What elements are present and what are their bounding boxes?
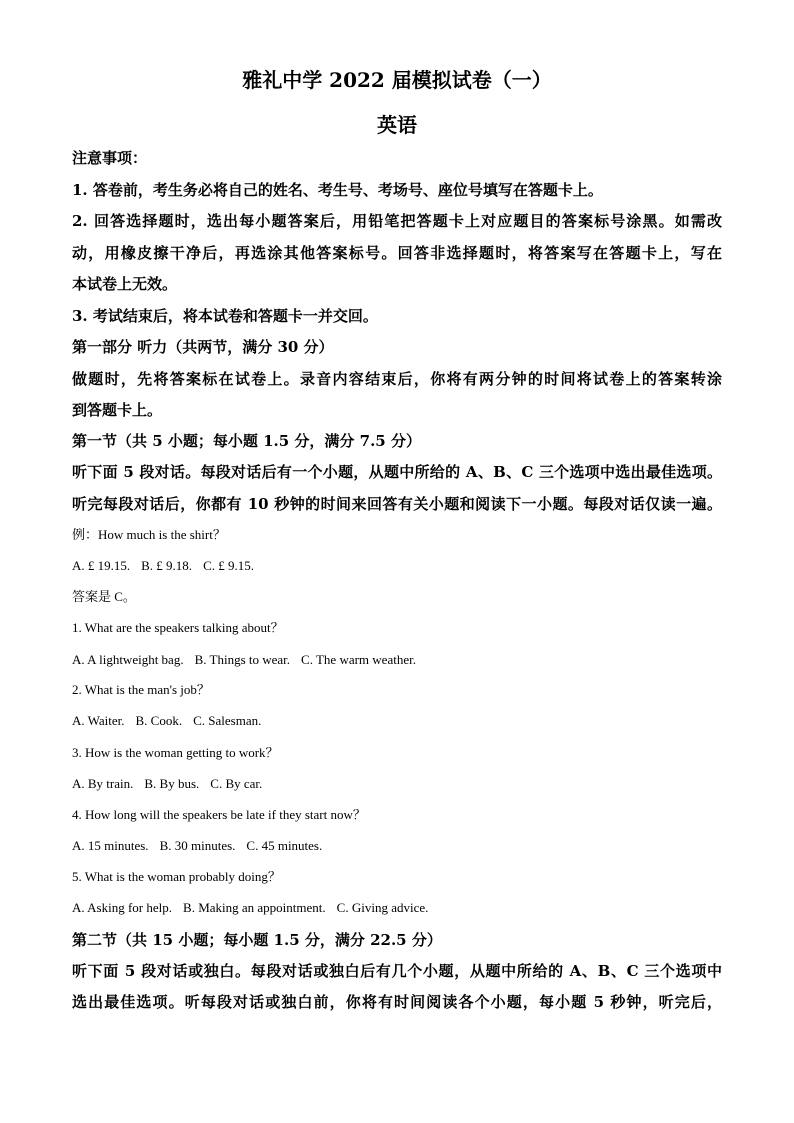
question-1-option-c: C. The warm weather. — [301, 652, 416, 667]
part1-instructions-line-1: 做题时，先将答案标在试卷上。录音内容结束后，你将有两分钟的时间将试卷上的答案转涂 — [72, 370, 722, 388]
section2-instructions-line-2: 选出最佳选项。听每段对话或独白前，你将有时间阅读各个小题，每小题 5 秒钟，听完后， — [72, 993, 722, 1011]
question-4-option-b: B. 30 minutes. — [159, 838, 236, 853]
question-5-options — [72, 898, 428, 918]
question-5-option-a: A. Asking for help. — [72, 900, 173, 915]
question-2-option-a: A. Waiter. — [72, 713, 125, 728]
section2-instructions-line-1: 听下面 5 段对话或独白。每段对话或独白后有几个小题，从题中所给的 A、B、C 三个选项中 — [72, 962, 722, 980]
question-4-option-c: C. 45 minutes. — [246, 838, 323, 853]
question-4-option-a: A. 15 minutes. — [72, 838, 149, 853]
section1-instructions-line-1: 听下面 5 段对话。每段对话后有一个小题，从题中所给的 A、B、C 三个选项中选出最佳选项。 — [72, 463, 722, 481]
question-3: 3. How is the woman getting to work？ — [72, 745, 279, 760]
section1-heading: 第一节（共 5 小题；每小题 1.5 分，满分 7.5 分） — [72, 432, 421, 450]
question-2-option-c: C. Salesman. — [193, 713, 262, 728]
example-option-c: C. £ 9.15. — [203, 558, 254, 573]
question-2-options — [72, 711, 261, 731]
question-3-option-b: B. By bus. — [144, 776, 200, 791]
section1-instructions-line-2: 听完每段对话后，你都有 10 秒钟的时间来回答有关小题和阅读下一小题。每段对话仅读一遍。 — [72, 495, 722, 513]
example-option-b: B. £ 9.18. — [141, 558, 193, 573]
notice-item-3: 3. 考试结束后，将本试卷和答题卡一并交回。 — [72, 307, 378, 325]
question-1-option-b: B. Things to wear. — [194, 652, 291, 667]
question-3-options — [72, 774, 262, 794]
example-question: 例：How much is the shirt？ — [72, 527, 226, 542]
notice-item-1: 1. 答卷前，考生务必将自己的姓名、考生号、考场号、座位号填写在答题卡上。 — [72, 181, 603, 199]
example-option-a: A. £ 19.15. — [72, 558, 131, 573]
question-4-options — [72, 836, 322, 856]
part1-heading: 第一部分 听力（共两节，满分 30 分） — [72, 338, 334, 356]
example-answer: 答案是 C。 — [72, 589, 136, 604]
question-2: 2. What is the man's job？ — [72, 682, 210, 697]
example-options — [72, 556, 254, 576]
question-4: 4. How long will the speakers be late if they start now？ — [72, 807, 366, 822]
exam-subject: 英语 — [377, 113, 417, 137]
question-3-option-a: A. By train. — [72, 776, 134, 791]
question-5-option-c: C. Giving advice. — [336, 900, 429, 915]
notice-item-2-line-2: 动，用橡皮擦干净后，再选涂其他答案标号。回答非选择题时，将答案写在答题卡上，写在 — [72, 244, 722, 262]
question-1-option-a: A. A lightweight bag. — [72, 652, 184, 667]
question-3-option-c: C. By car. — [210, 776, 263, 791]
section2-heading: 第二节（共 15 小题；每小题 1.5 分，满分 22.5 分） — [72, 931, 442, 949]
question-2-option-b: B. Cook. — [135, 713, 183, 728]
notice-item-2-line-3: 本试卷上无效。 — [72, 275, 178, 293]
part1-instructions-line-2: 到答题卡上。 — [72, 401, 163, 419]
question-1: 1. What are the speakers talking about？ — [72, 620, 284, 635]
question-5: 5. What is the woman probably doing？ — [72, 869, 281, 884]
question-5-option-b: B. Making an appointment. — [183, 900, 326, 915]
exam-title: 雅礼中学 2022 届模拟试卷（一） — [242, 68, 552, 92]
notice-heading: 注意事项： — [72, 149, 148, 167]
question-1-options — [72, 650, 416, 670]
notice-item-2-line-1: 2. 回答选择题时，选出每小题答案后，用铅笔把答题卡上对应题目的答案标号涂黑。如需改 — [72, 212, 722, 230]
